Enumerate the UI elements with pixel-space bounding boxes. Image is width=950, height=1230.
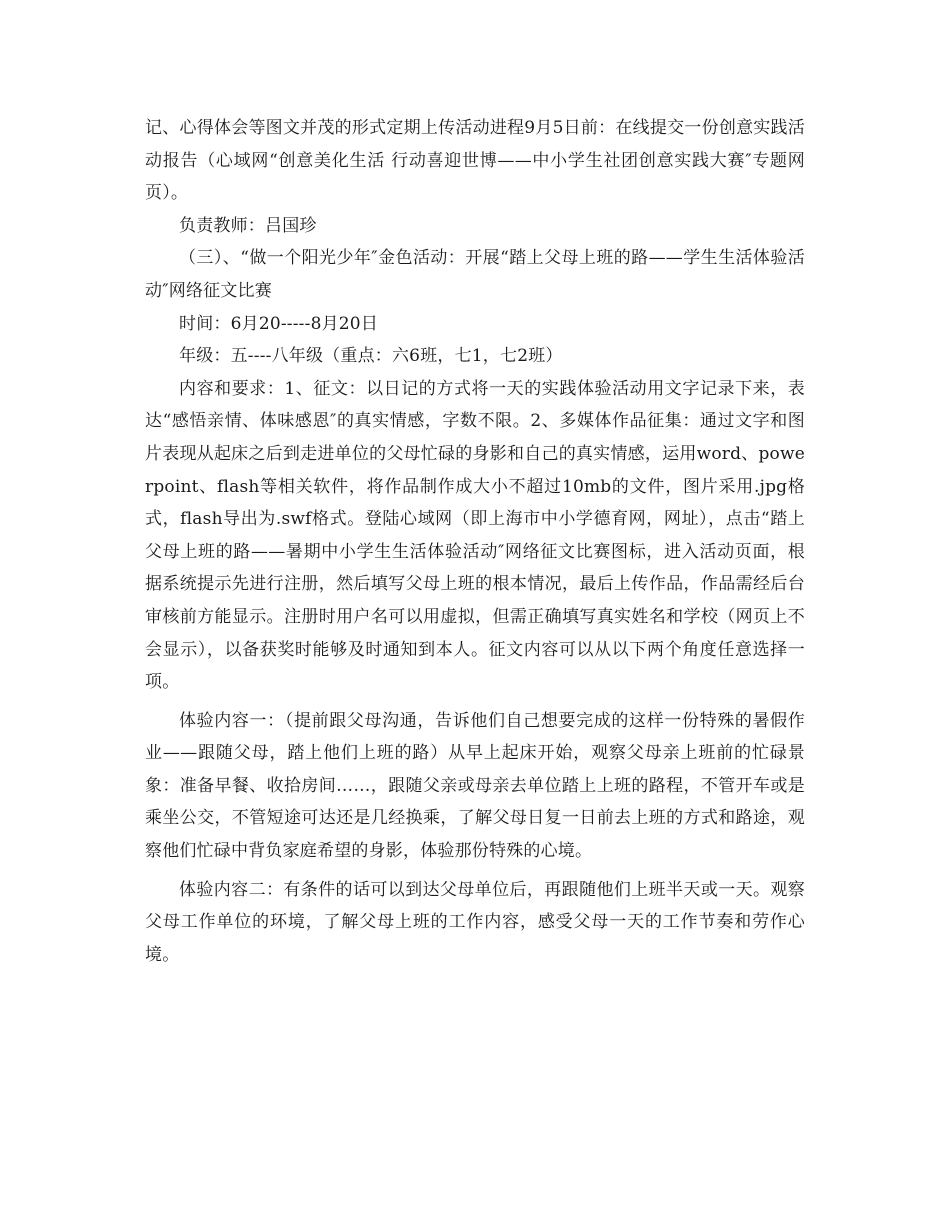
paragraph-experience-one: 体验内容一：（提前跟父母沟通，告诉他们自己想要完成的这样一份特殊的暑假作业——跟随父母，踏上他们上班的路）从早上起床开始，观察父母亲上班前的忙碌景象：准备早餐、收拾房间……，跟随父亲或母亲去单位踏上上班的路程，不管开车或是乘坐公交，不管短途可达还是几经换乘，了解父母日复一日前去上班的方式和路途，观察他们忙碌中背负家庭希望的身影，体验那份特殊的心境。 xyxy=(145,710,805,862)
paragraph-section-three-heading: （三）、“做一个阳光少年″金色活动：开展“踏上父母上班的路——学生生活体验活动″网络征文比赛 xyxy=(145,248,805,301)
document-page xyxy=(145,112,805,971)
paragraph-content-requirements: 内容和要求：1、征文：以日记的方式将一天的实践体验活动用文字记录下来，表达“感悟亲情、体味感恩″的真实情感，字数不限。2、多媒体作品征集：通过文字和图片表现从起床之后到走进单位的父母忙碌的身影和自己的真实情感，运用word、powerpoint、flash等相关软件，将作品制作成大小不超过10mb的文件，图片采用.jpg格式，flash导出为.swf格式。登陆心域网（即上海市中小学德育网，网址），点击“踏上父母上班的路——暑期中小学生生活体验活动″网络征文比赛图标，进入活动页面，根据系统提示先进行注册，然后填写父母上班的根本情况，最后上传作品，作品需经后台审核前方能显示。注册时用户名可以用虚拟，但需正确填写真实姓名和学校（网页上不会显示），以备获奖时能够及时通知到本人。征文内容可以从以下两个角度任意选择一项。 xyxy=(145,378,805,693)
paragraph-grade: 年级：五----八年级（重点：六6班，七1，七2班） xyxy=(179,346,563,367)
paragraph-teacher-in-charge: 负责教师：吕国珍 xyxy=(179,215,317,236)
paragraph-activity-report: 记、心得体会等图文并茂的形式定期上传活动进程9月5日前：在线提交一份创意实践活动报告（心域网“创意美化生活 行动喜迎世博——中小学生社团创意实践大赛″专题网页）。 xyxy=(145,118,805,204)
paragraph-time: 时间：6月20-----8月20日 xyxy=(179,313,379,334)
paragraph-experience-two: 体验内容二：有条件的话可以到达父母单位后，再跟随他们上班半天或一天。观察父母工作单位的环境，了解父母上班的工作内容，感受父母一天的工作节奏和劳作心境。 xyxy=(145,879,805,965)
